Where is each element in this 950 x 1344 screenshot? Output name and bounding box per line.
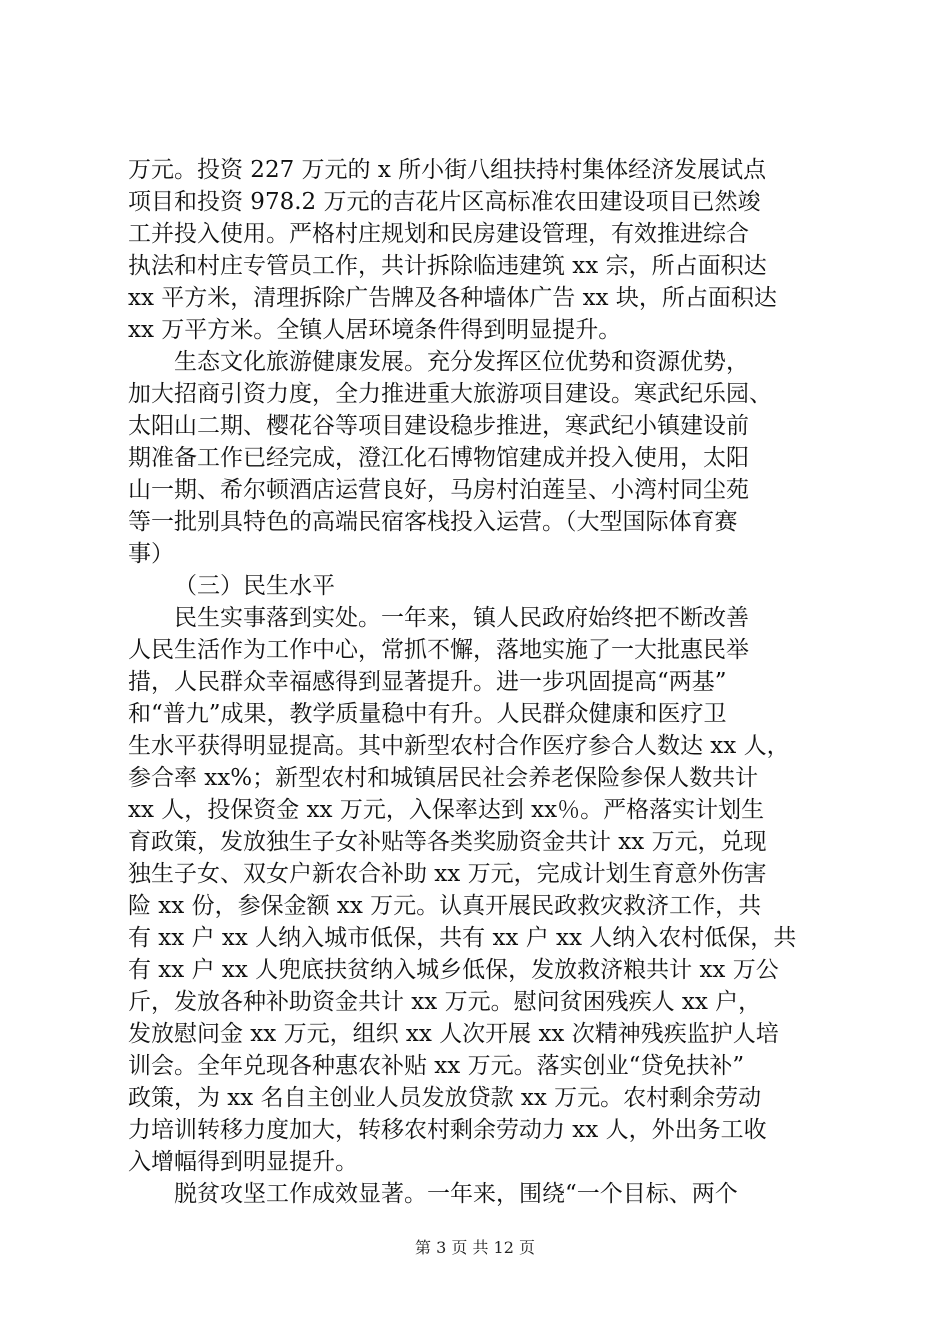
text-line: 等一批别具特色的高端民宿客栈投入运营。（大型国际体育赛 [128, 509, 738, 535]
text-line: xx 人，投保资金 xx 万元，入保率达到 xx％。严格落实计划生 [128, 797, 765, 823]
paragraph-first-line: 脱贫攻坚工作成效显著。一年来，围绕“一个目标、两个 [174, 1181, 738, 1207]
text-line: 太阳山二期、樱花谷等项目建设稳步推进，寒武纪小镇建设前 [128, 413, 749, 439]
page-number-footer: 第 3 页 共 12 页 [415, 1238, 535, 1257]
text-line: 训会。全年兑现各种惠农补贴 xx 万元。落实创业“贷免扶补” [128, 1053, 745, 1079]
text-line: 工并投入使用。严格村庄规划和民房建设管理，有效推进综合 [128, 221, 749, 247]
text-line: 生水平获得明显提高。其中新型农村合作医疗参合人数达 xx 人， [128, 733, 790, 759]
text-line: 和“普九”成果，教学质量稳中有升。人民群众健康和医疗卫 [128, 701, 727, 727]
text-line: 山一期、希尔顿酒店运营良好，马房村泊莲呈、小湾村同尘苑 [128, 477, 749, 503]
paragraph-first-line: 生态文化旅游健康发展。充分发挥区位优势和资源优势， [174, 349, 749, 375]
text-line: 事） [128, 541, 174, 567]
text-line: 人民生活作为工作中心，常抓不懈，落地实施了一大批惠民举 [128, 637, 749, 663]
section-heading: （三）民生水平 [174, 573, 335, 599]
text-line: 有 xx 户 xx 人纳入城市低保，共有 xx 户 xx 人纳入农村低保，共 [128, 925, 797, 951]
text-line: 育政策，发放独生子女补贴等各类奖励资金共计 xx 万元，兑现 [128, 829, 767, 855]
text-line: 独生子女、双女户新农合补助 xx 万元，完成计划生育意外伤害 [128, 861, 767, 887]
text-line: 期准备工作已经完成，澄江化石博物馆建成并投入使用，太阳 [128, 445, 749, 471]
text-line: 措，人民群众幸福感得到显著提升。进一步巩固提高“两基” [128, 669, 727, 695]
paragraph-first-line: 民生实事落到实处。一年来，镇人民政府始终把不断改善 [174, 605, 749, 631]
text-line: xx 平方米，清理拆除广告牌及各种墙体广告 xx 块，所占面积达 [128, 285, 777, 311]
text-line: 入增幅得到明显提升。 [128, 1149, 358, 1175]
text-line: 万元。投资 227 万元的 x 所小街八组扶持村集体经济发展试点 [128, 157, 767, 183]
text-line: 执法和村庄专管员工作，共计拆除临违建筑 xx 宗，所占面积达 [128, 253, 767, 279]
text-line: xx 万平方米。全镇人居环境条件得到明显提升。 [128, 317, 622, 343]
text-line: 险 xx 份，参保金额 xx 万元。认真开展民政救灾救济工作，共 [128, 893, 762, 919]
text-line: 斤，发放各种补助资金共计 xx 万元。慰问贫困残疾人 xx 户， [128, 989, 762, 1015]
text-line: 力培训转移力度加大，转移农村剩余劳动力 xx 人，外出务工收 [128, 1117, 767, 1143]
text-line: 发放慰问金 xx 万元，组织 xx 人次开展 xx 次精神残疾监护人培 [128, 1021, 779, 1047]
text-line: 项目和投资 978.2 万元的吉花片区高标准农田建设项目已然竣 [128, 189, 761, 215]
text-line: 参合率 xx%；新型农村和城镇居民社会养老保险参保人数共计 [128, 765, 759, 791]
text-line: 政策，为 xx 名自主创业人员发放贷款 xx 万元。农村剩余劳动 [128, 1085, 762, 1111]
text-line: 有 xx 户 xx 人兜底扶贫纳入城乡低保，发放救济粮共计 xx 万公 [128, 957, 779, 983]
text-line: 加大招商引资力度，全力推进重大旅游项目建设。寒武纪乐园、 [128, 381, 772, 407]
